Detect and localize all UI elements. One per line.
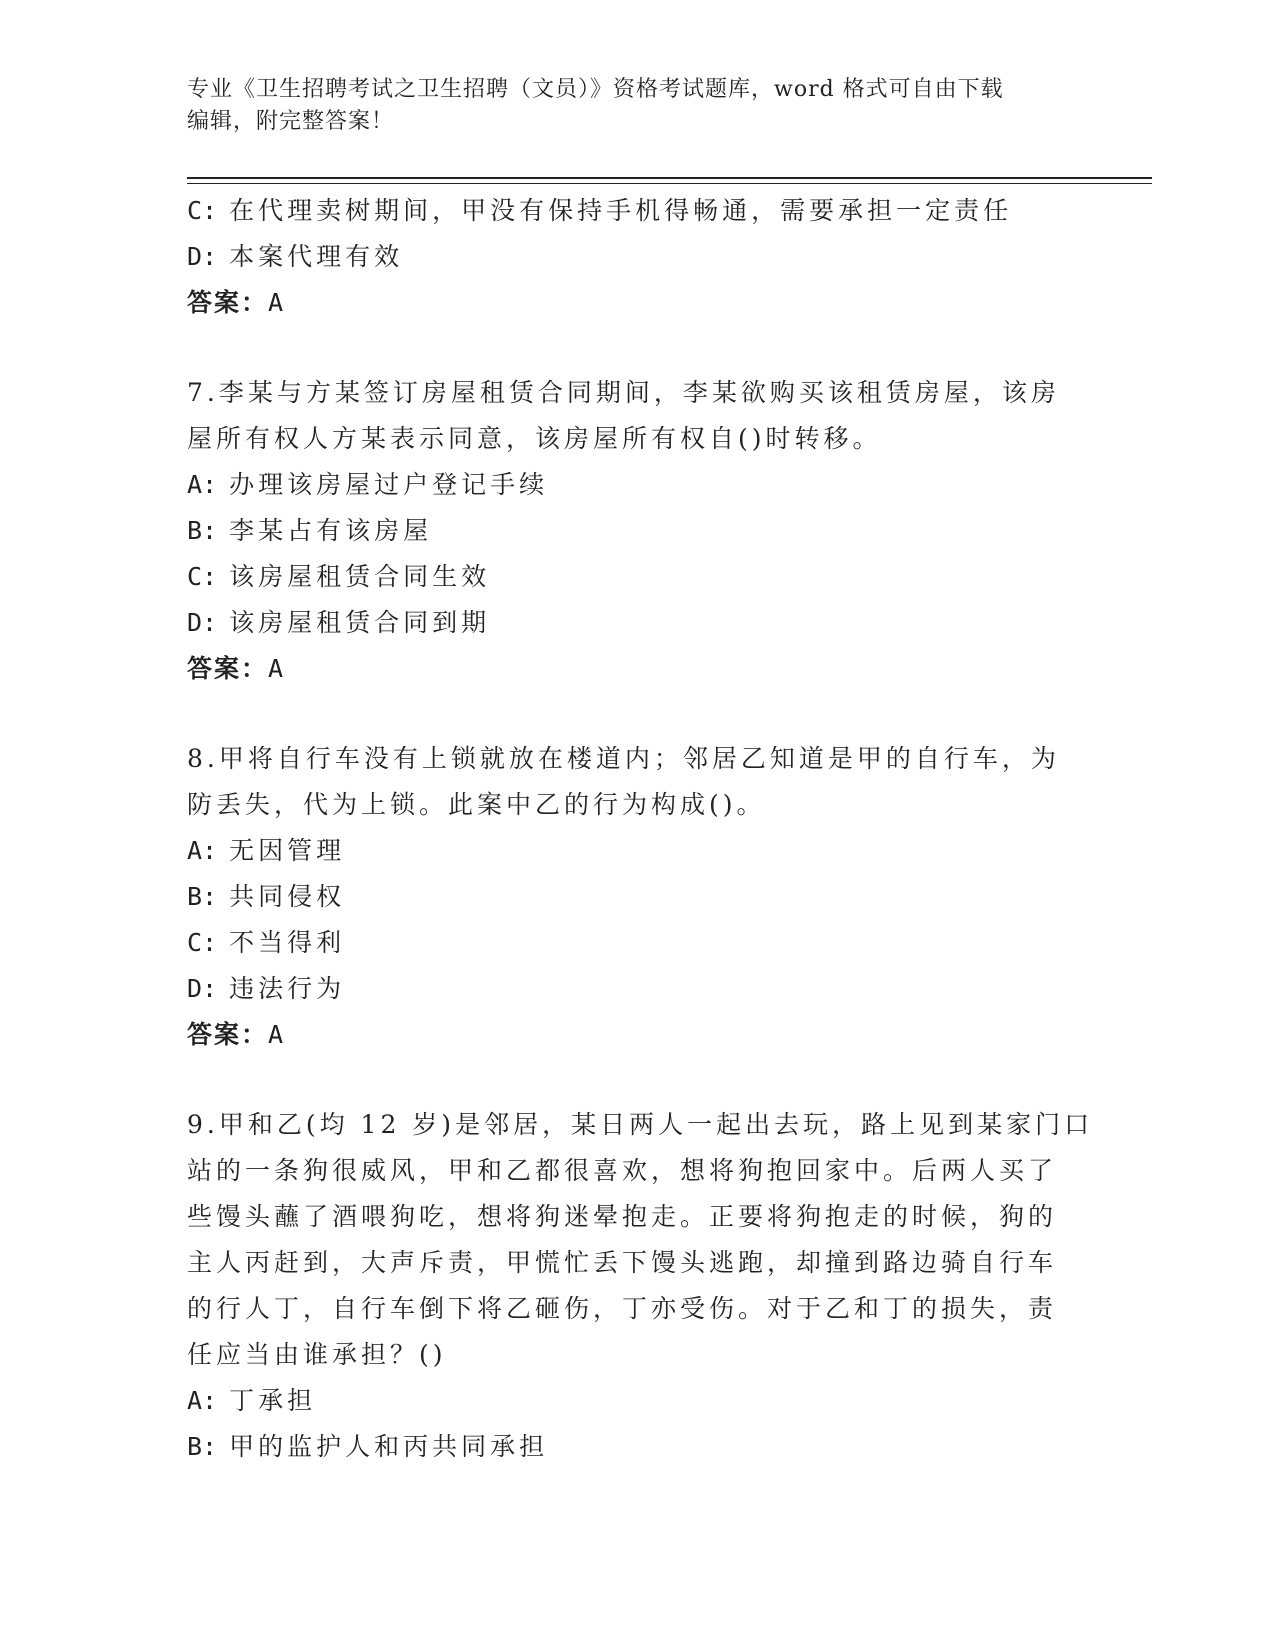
question-stem-line: 主人丙赶到，大声斥责，甲慌忙丢下馒头逃跑，却撞到路边骑自行车	[187, 1248, 1058, 1277]
option-b: B: 李某占有该房屋	[187, 516, 433, 545]
question-6-tail	[187, 188, 1087, 326]
header-divider-thin	[187, 183, 1152, 184]
option-d: D: 违法行为	[187, 974, 346, 1003]
question-stem-line: 任应当由谁承担？()	[187, 1340, 447, 1369]
question-8	[187, 736, 1087, 1058]
option-c: C: 该房屋租赁合同生效	[187, 562, 491, 591]
question-stem-line: 站的一条狗很威风，甲和乙都很喜欢，想将狗抱回家中。后两人买了	[187, 1156, 1058, 1185]
option-d: D: 该房屋租赁合同到期	[187, 608, 491, 637]
question-stem-line: 的行人丁，自行车倒下将乙砸伤，丁亦受伤。对于乙和丁的损失，责	[187, 1294, 1058, 1323]
page-header	[187, 74, 1087, 138]
header-line-1: 专业《卫生招聘考试之卫生招聘（文员）》资格考试题库，word 格式可自由下载	[187, 77, 1004, 102]
option-b: B: 甲的监护人和丙共同承担	[187, 1432, 549, 1461]
question-stem-line: 7.李某与方某签订房屋租赁合同期间，李某欲购买该租赁房屋，该房	[187, 378, 1060, 407]
question-stem-line: 防丢失，代为上锁。此案中乙的行为构成()。	[187, 790, 766, 819]
question-stem-line: 8.甲将自行车没有上锁就放在楼道内；邻居乙知道是甲的自行车，为	[187, 744, 1060, 773]
option-c: C: 不当得利	[187, 928, 346, 957]
question-stem-line: 些馒头蘸了酒喂狗吃，想将狗迷晕抱走。正要将狗抱走的时候，狗的	[187, 1202, 1058, 1231]
answer: 答案：A	[187, 1020, 286, 1049]
question-stem-line: 屋所有权人方某表示同意，该房屋所有权自()时转移。	[187, 424, 882, 453]
header-divider-thick	[187, 177, 1152, 179]
header-line-2: 编辑，附完整答案！	[187, 109, 395, 134]
option-b: B: 共同侵权	[187, 882, 346, 911]
document-body	[187, 188, 1094, 1470]
question-stem-line: 9.甲和乙(均 12 岁)是邻居，某日两人一起出去玩，路上见到某家门口	[187, 1110, 1094, 1139]
option-d: D: 本案代理有效	[187, 242, 404, 271]
option-a: A: 无因管理	[187, 836, 346, 865]
answer: 答案：A	[187, 654, 286, 683]
answer: 答案：A	[187, 288, 286, 317]
option-a: A: 丁承担	[187, 1386, 317, 1415]
option-c: C: 在代理卖树期间，甲没有保持手机得畅通，需要承担一定责任	[187, 196, 1013, 225]
question-7	[187, 370, 1087, 692]
option-a: A: 办理该房屋过户登记手续	[187, 470, 549, 499]
question-9	[187, 1102, 1094, 1470]
